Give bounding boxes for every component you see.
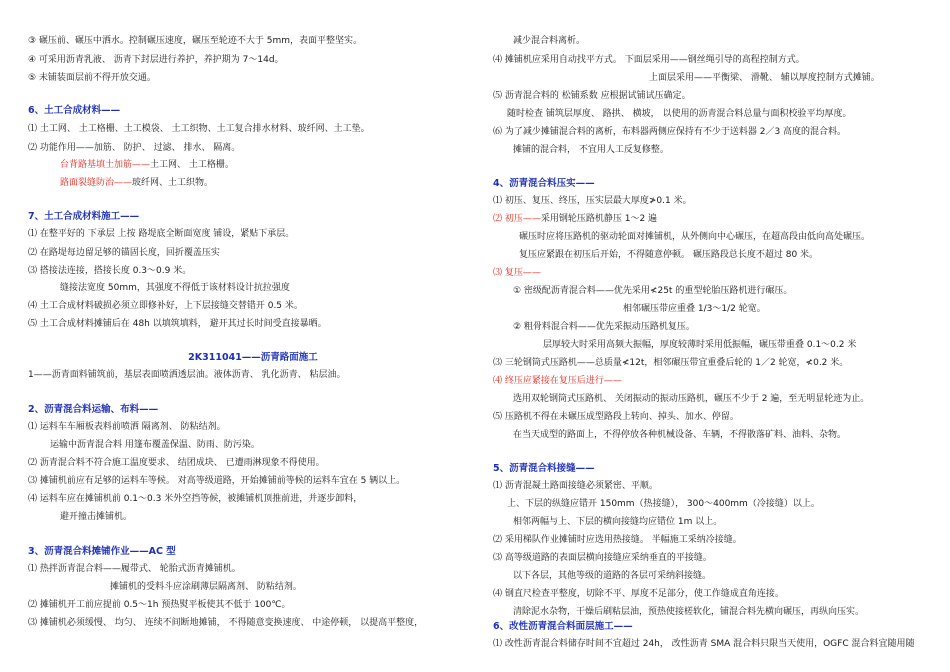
text-line: ⑴ 在整平好的 下承层 上按 路堤底全断面宽度 铺设，紧贴下承层。: [28, 229, 295, 239]
text-line: ③ 碾压前、碾压中洒水。控制碾压速度，碾压至轮迹不大于 5mm，表面平整坚实。: [28, 36, 363, 46]
text-line: ⑵ 摊铺机开工前应提前 0.5～1h 预热熨平板使其不低于 100℃。: [28, 600, 291, 610]
text-line: 以下各层，其他等级的道路的各层可采纳斜接缝。: [513, 571, 712, 581]
text-line: ⑴ 热拌沥青混合料——履带式、 轮胎式沥青摊铺机。: [28, 564, 241, 574]
text-line: ⑴ 改性沥青混合料储存时间不宜超过 24h， 改性沥青 SMA 混合料只限当天使用，OGFC 混合料宜随用随: [493, 639, 915, 649]
text-line: ⑴ 沥青混凝土路面接缝必须紧密、平顺。: [493, 481, 658, 491]
text-line: ⑵ 在路堤每边留足够的锚固长度，回折覆盖压实: [28, 248, 220, 258]
section-heading: 6、改性沥青混合料面层施工——: [493, 621, 633, 632]
text-line: ⑸ 土工合成材料摊铺后在 48h 以填筑填料， 避开其过长时间受直接暴晒。: [28, 319, 327, 329]
text-line: 选用双轮钢筒式压路机、 关闭振动的振动压路机，碾压不少于 2 遍，至无明显轮迹为止。: [513, 394, 870, 404]
text-line: 运输中沥青混合料 用篷布覆盖保温、防雨、防污染。: [50, 440, 260, 450]
section-heading: 3、沥青混合料摊铺作业——AC 型: [28, 546, 176, 557]
text-line: ⑶ 摊铺机前应有足够的运料车等候。 对高等级道路，开始摊铺前等候的运料车宜在 5 辆以上。: [28, 476, 406, 486]
text-line: ⑸ 压路机不得在未碾压成型路段上转向、掉头、加水、停留。: [493, 412, 739, 422]
section-heading: 4、沥青混合料压实——: [493, 178, 595, 189]
text-line: ⑵ 功能作用——加筋、 防护、 过滤、 排水、 隔离。: [28, 143, 241, 153]
text-line: ⑶ 三轮钢筒式压路机——总质量≮12t，相邻碾压带宜重叠后轮的 1／2 轮宽，≮0.2 米。: [493, 358, 849, 368]
text-line: 复压应紧跟在初压后开始，不得随意停顿。 碾压路段总长度不超过 80 米。: [519, 250, 819, 260]
highlight-label: 台背路基填土加筋——: [60, 160, 151, 170]
text-line: ⑴ 初压、复压、终压，压实层最大厚度≯0.1 米。: [493, 196, 692, 206]
text-line: [60, 160, 234, 171]
text-line: 随时检查 铺筑层厚度、 路拱、 横坡， 以使用的沥青混合料总量与面积校验平均厚度。: [507, 109, 852, 119]
text-line: 碾压时应将压路机的驱动轮面对摊铺机，从外侧向中心碾压，在超高段由低向高处碾压。: [519, 232, 871, 242]
text-line: 摊铺的混合料， 不宜用人工反复修整。: [513, 145, 669, 155]
text-line: ② 粗骨料混合料——优先采振动压路机复压。: [513, 322, 695, 332]
text-line: 上面层采用——平衡梁、 滑靴、 辅以厚度控制方式摊铺。: [649, 73, 880, 83]
text-line: ⑹ 为了减少摊铺混合料的离析，布料器两侧应保持有不少于送料器 2／3 高度的混合料。: [493, 127, 847, 137]
text-line: 1——沥青面料铺筑前，基层表面喷洒透层油。液体沥青、 乳化沥青、 粘层油。: [28, 370, 346, 380]
section-heading: 7、土工合成材料施工——: [28, 211, 140, 222]
highlight-label: 路面裂缝防治——: [60, 178, 133, 188]
text-line: ④ 可采用沥青乳液、 沥青下封层进行养护，养护期为 7～14d。: [28, 55, 284, 65]
highlight-label: ⑵ 初压——: [493, 214, 541, 224]
text-line: ① 密级配沥青混合料——优先采用≮25t 的重型轮胎压路机进行碾压。: [513, 286, 793, 296]
text-line: 避开撞击摊铺机。: [60, 512, 133, 522]
text-line: 清除泥水杂物，干燥后刷粘层油，预热使接槎软化，铺混合料先横向碾压，再纵向压实。: [513, 607, 865, 617]
text-line: 层厚较大时采用高频大振幅，厚度较薄时采用低振幅，碾压带重叠 0.1～0.2 米: [543, 340, 857, 350]
text-line: ⑤ 未铺装面层前不得开放交通。: [28, 73, 156, 83]
text-line: 相邻两幅与上、下层的横向接缝均应错位 1m 以上。: [513, 517, 723, 527]
text-line: [493, 214, 657, 225]
text-line: 上、下层的纵缝应错开 150mm（热接缝）， 300～400mm（冷接缝）以上。: [507, 499, 820, 509]
section-heading: 6、土工合成材料——: [28, 105, 121, 116]
text-line: ⑶ 摊铺机必须缓慢、 均匀、 连续不间断地摊铺， 不得随意变换速度、 中途停顿， 以提高平整度，: [28, 618, 424, 628]
text-line: ⑷ 运料车应在摊铺机前 0.1～0.3 米外空挡等候，被摊铺机顶推前进，并逐步卸料，: [28, 494, 363, 504]
highlight-value: 玻纤网、土工织物。: [132, 178, 214, 188]
text-line: 减少混合料离析。: [513, 36, 586, 46]
text-line: 相邻碾压带应重叠 1/3～1/2 轮宽。: [623, 304, 766, 314]
highlight-value: 采用钢轮压路机静压 1～2 遍: [540, 214, 658, 224]
text-line: 摊铺机的受料斗应涂刷薄层隔离剂、 防粘结剂。: [110, 582, 302, 592]
text-line: ⑸ 沥青混合料的 松铺系数 应根据试铺试压确定。: [493, 91, 691, 101]
text-line: 缝接法宽度 50mm，其强度不得低于该材料设计抗拉强度: [60, 283, 290, 293]
text-line: 在当天成型的路面上，不得停放各种机械设备、车辆，不得散落矿料、油料、杂物。: [513, 430, 847, 440]
text-line: [60, 178, 213, 189]
text-line: ⑶ 搭接法连接，搭接长度 0.3～0.9 米。: [28, 266, 192, 276]
text-line: ⑷ 土工合成材料破损必须立即修补好，上下层接缝交替错开 0.5 米。: [28, 301, 303, 311]
text-line: ⑷ 终压应紧接在复压后进行——: [493, 376, 622, 386]
text-line: ⑷ 钢直尺检查平整度，切除不平、厚度不足部分，使工作缝成直角连接。: [493, 589, 784, 599]
text-line: ⑴ 土工网、 土工格栅、土工模袋、 土工织物、土工复合排水材料、玻纤网、土工垫。: [28, 124, 370, 134]
text-line: ⑴ 运料车车厢板表料前喷洒 隔离剂、 防粘结剂。: [28, 422, 226, 432]
section-heading: 2、沥青混合料运输、布料——: [28, 404, 159, 415]
section-heading: 2K311041——沥青路面施工: [188, 352, 318, 363]
text-line: ⑵ 采用梯队作业摊铺时应选用热接缝。 半幅施工采纳冷接缝。: [493, 535, 742, 545]
section-heading: 5、沥青混合料接缝——: [493, 463, 595, 474]
text-line: ⑶ 复压——: [493, 268, 541, 278]
highlight-value: 土工网、 土工格栅。: [150, 160, 234, 170]
text-line: ⑵ 沥青混合料不符合施工温度要求、 结团成块、 已遭雨淋现象不得使用。: [28, 458, 325, 468]
text-line: ⑷ 摊铺机应采用自动找平方式。 下面层采用——钢丝绳引导的高程控制方式。: [493, 55, 805, 65]
text-line: ⑶ 高等级道路的表面层横向接缝应采纳垂直的平接缝。: [493, 553, 712, 563]
